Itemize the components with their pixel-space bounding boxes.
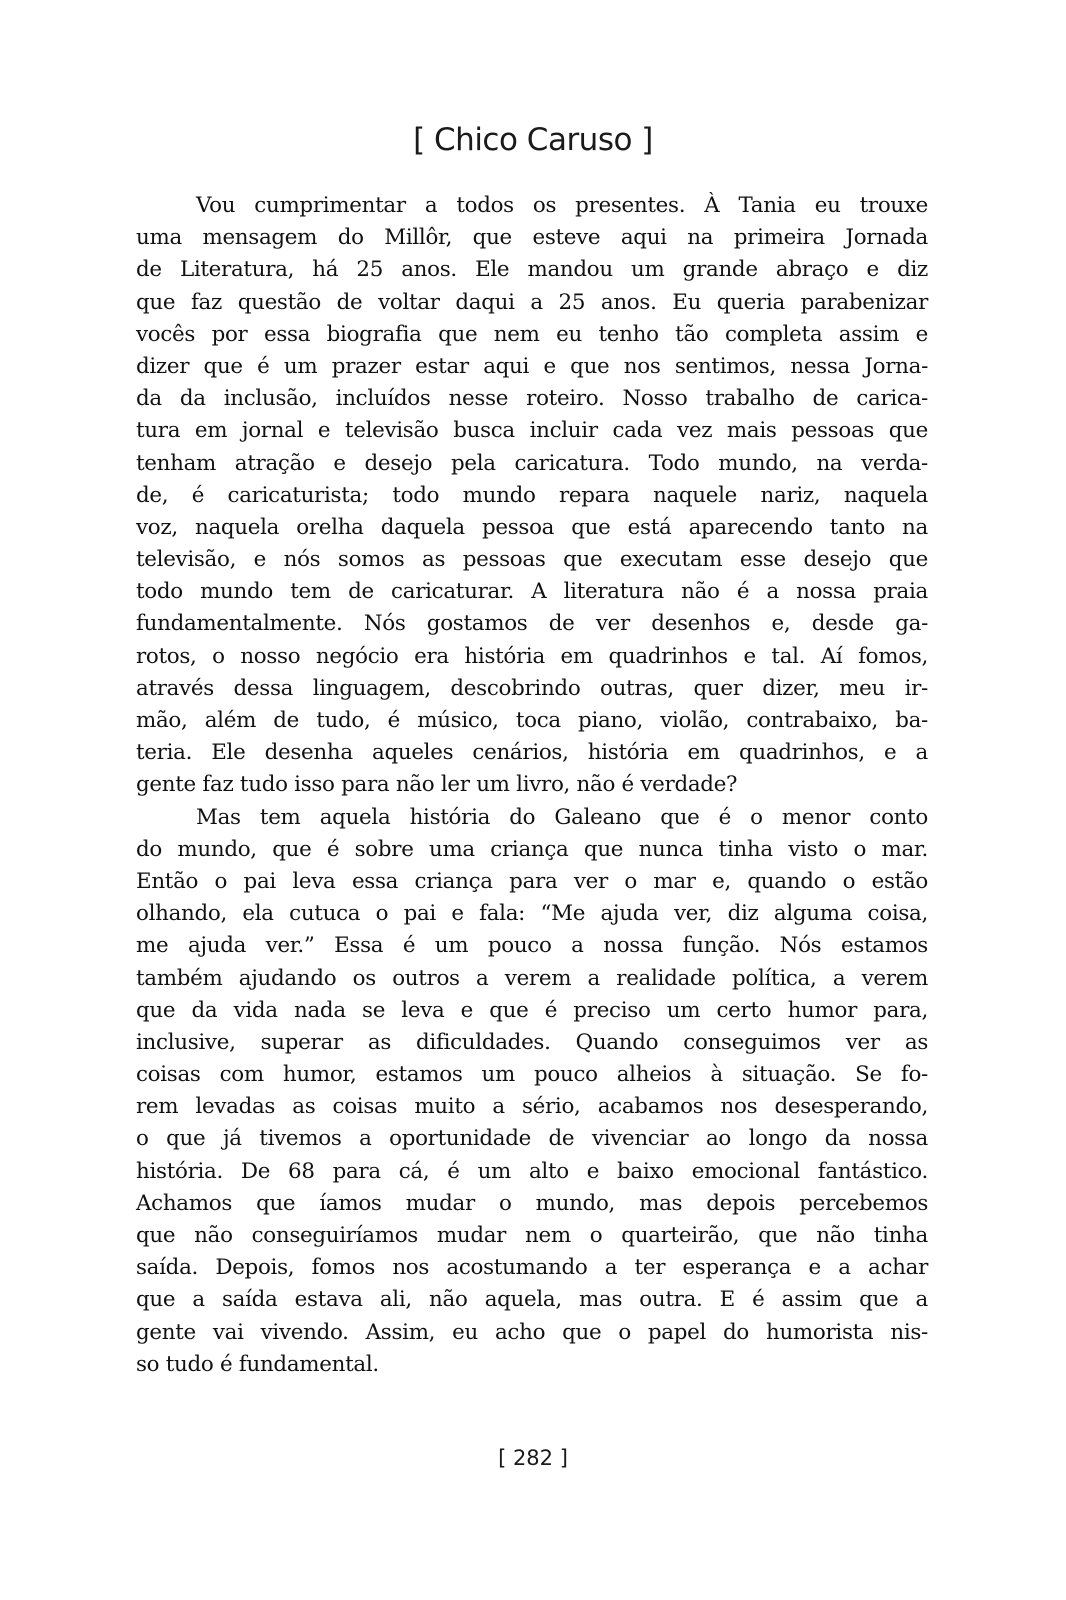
text-line: da da inclusão, incluídos nesse roteiro. Nosso trabalho de carica- (136, 386, 928, 412)
text-line: vocês por essa biografia que nem eu tenho tão completa assim e (136, 321, 928, 347)
text-line: uma mensagem do Millôr, que esteve aqui na primeira Jornada (136, 225, 928, 251)
text-line: so tudo é fundamental. (136, 1351, 379, 1377)
text-line: história. De 68 para cá, é um alto e baixo emocional fantástico. (136, 1158, 928, 1184)
body-text (136, 190, 928, 1381)
chapter-title: [ Chico Caruso ] (413, 122, 653, 158)
text-line: que a saída estava ali, não aquela, mas outra. E é assim que a (136, 1287, 928, 1313)
text-line: através dessa linguagem, descobrindo outras, quer dizer, meu ir- (136, 675, 928, 701)
text-line: gente vai vivendo. Assim, eu acho que o papel do humorista nis- (136, 1319, 928, 1345)
text-line: gente faz tudo isso para não ler um livro, não é verdade? (136, 772, 738, 798)
text-line: de Literatura, há 25 anos. Ele mandou um grande abraço e diz (136, 257, 928, 283)
text-line: me ajuda ver.” Essa é um pouco a nossa função. Nós estamos (136, 933, 928, 959)
text-line: de, é caricaturista; todo mundo repara naquele nariz, naquela (136, 482, 928, 508)
text-line: saída. Depois, fomos nos acostumando a ter esperança e a achar (136, 1255, 928, 1281)
text-line: Vou cumprimentar a todos os presentes. À Tania eu trouxe (196, 193, 928, 218)
text-line: voz, naquela orelha daquela pessoa que está aparecendo tanto na (136, 514, 928, 540)
text-line: o que já tivemos a oportunidade de vivenciar ao longo da nossa (136, 1126, 928, 1152)
text-line: Mas tem aquela história do Galeano que é o menor conto (196, 804, 928, 830)
text-line: que faz questão de voltar daqui a 25 anos. Eu queria parabenizar (136, 289, 928, 315)
text-line: tenham atração e desejo pela caricatura. Todo mundo, na verda- (136, 450, 928, 476)
text-line: televisão, e nós somos as pessoas que executam esse desejo que (136, 547, 928, 573)
text-line: coisas com humor, estamos um pouco alheios à situação. Se fo- (136, 1062, 928, 1088)
text-line: que da vida nada se leva e que é preciso um certo humor para, (136, 997, 928, 1023)
text-line: fundamentalmente. Nós gostamos de ver desenhos e, desde ga- (136, 611, 928, 637)
text-line: Achamos que íamos mudar o mundo, mas depois percebemos (136, 1190, 928, 1216)
text-line: olhando, ela cutuca o pai e fala: “Me ajuda ver, diz alguma coisa, (136, 901, 928, 927)
text-line: inclusive, superar as dificuldades. Quando conseguimos ver as (136, 1029, 928, 1055)
text-line: teria. Ele desenha aqueles cenários, história em quadrinhos, e a (136, 740, 928, 766)
text-line: todo mundo tem de caricaturar. A literatura não é a nossa praia (136, 579, 928, 605)
text-line: mão, além de tudo, é músico, toca piano, violão, contrabaixo, ba- (136, 708, 928, 733)
text-line: tura em jornal e televisão busca incluir cada vez mais pessoas que (136, 418, 928, 444)
text-line: do mundo, que é sobre uma criança que nunca tinha visto o mar. (136, 836, 928, 862)
page-number: [ 282 ] (498, 1446, 568, 1470)
text-line: Então o pai leva essa criança para ver o mar e, quando o estão (136, 868, 928, 894)
text-line: rotos, o nosso negócio era história em quadrinhos e tal. Aí fomos, (136, 643, 928, 669)
text-line: também ajudando os outros a verem a realidade política, a verem (136, 965, 928, 991)
text-line: dizer que é um prazer estar aqui e que nos sentimos, nessa Jorna- (136, 353, 928, 379)
text-line: que não conseguiríamos mudar nem o quarteirão, que não tinha (136, 1223, 928, 1248)
text-line: rem levadas as coisas muito a sério, acabamos nos desesperando, (136, 1094, 928, 1120)
